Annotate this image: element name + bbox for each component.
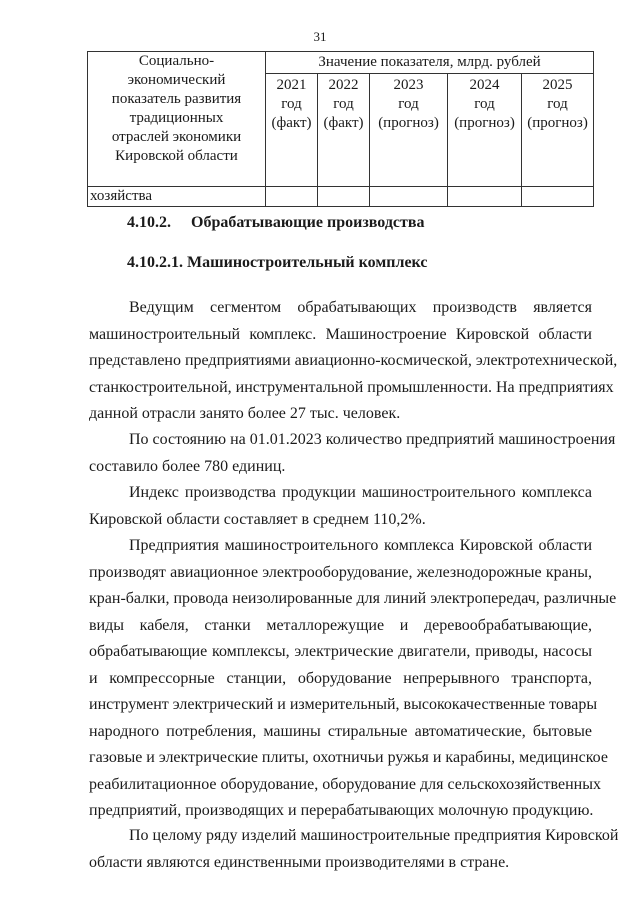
year-word: год	[333, 96, 354, 112]
text-line: производят авиационное электрооборудование, железнодорожные краны,	[89, 563, 592, 581]
section-heading	[127, 214, 425, 232]
text-line: Кировской области составляет в среднем 110,2%.	[89, 510, 426, 528]
year-label: 2023	[393, 77, 424, 93]
year-label: 2025	[542, 77, 573, 93]
page-number: 31	[313, 29, 327, 44]
text-line: реабилитационное оборудование, оборудование для сельскохозяйственных	[89, 775, 601, 793]
row-header-line: Социально-	[138, 53, 215, 69]
continued-row-label: хозяйства	[88, 187, 266, 207]
year-note: (прогноз)	[454, 115, 515, 131]
text-line: Ведущим сегментом обрабатывающих производств является	[129, 299, 592, 316]
text-line: представлено предприятиями авиационно-космической, электротехнической,	[89, 352, 618, 369]
year-note: (факт)	[323, 115, 364, 131]
text-line: виды кабеля, станки металлорежущие и деревообрабатывающие,	[89, 616, 592, 634]
row-header-line: Кировской области	[115, 148, 238, 164]
text-line: машиностроительный комплекс. Машиностроение Кировской области	[89, 325, 592, 343]
text-line: газовые и электрические плиты, охотничьи ружья и карабины, медицинское	[89, 749, 608, 766]
row-header-line: экономический	[127, 72, 226, 88]
year-note: (прогноз)	[527, 115, 588, 131]
row-header-line: отраслей экономики	[111, 129, 242, 145]
year-word: год	[474, 96, 495, 112]
paragraph-3	[89, 480, 592, 533]
paragraph-1	[89, 295, 618, 428]
year-header-2022	[318, 74, 370, 187]
table-cell	[318, 187, 370, 207]
text-line: По состоянию на 01.01.2023 количество предприятий машиностроения	[129, 431, 616, 448]
year-word: год	[547, 96, 568, 112]
text-line: обрабатывающие комплексы, электрические двигатели, приводы, насосы	[89, 643, 592, 660]
year-header-2021	[266, 74, 318, 187]
year-header-2024	[448, 74, 522, 187]
text-line: кран-балки, провода неизолированные для линий электропередач, различные	[89, 590, 617, 607]
row-header-line: традиционных	[129, 110, 224, 126]
table-cell	[448, 187, 522, 207]
text-line: данной отрасли занято более 27 тыс. человек.	[89, 405, 401, 422]
year-label: 2022	[328, 77, 359, 93]
table-row	[88, 187, 594, 207]
text-line: По целому ряду изделий машиностроительные предприятия Кировской	[129, 827, 619, 844]
section-title: Обрабатывающие производства	[191, 214, 425, 231]
year-word: год	[398, 96, 419, 112]
row-header-cell	[88, 52, 266, 187]
paragraph-5	[89, 823, 619, 876]
year-word: год	[281, 96, 302, 112]
text-line: составило более 780 единиц.	[89, 457, 286, 475]
year-header-2023	[370, 74, 448, 187]
paragraph-2	[89, 427, 616, 480]
indicators-table	[87, 51, 594, 207]
row-header-line: показатель развития	[111, 91, 242, 107]
value-group-header: Значение показателя, млрд. рублей	[266, 52, 594, 74]
paragraph-4	[89, 533, 617, 825]
table-cell	[266, 187, 318, 207]
table-cell	[370, 187, 448, 207]
section-number: 4.10.2.	[127, 214, 171, 231]
year-label: 2021	[276, 77, 307, 93]
year-header-2025	[522, 74, 594, 187]
text-line: области являются единственными производителями в стране.	[89, 853, 510, 871]
subsection-heading: 4.10.2.1. Машиностроительный комплекс	[127, 254, 428, 271]
text-line: и компрессорные станции, оборудование непрерывного транспорта,	[89, 669, 592, 687]
text-line: Предприятия машиностроительного комплекса Кировской области	[129, 537, 592, 554]
text-line: инструмент электрический и измерительный, высококачественные товары	[89, 696, 598, 713]
year-note: (прогноз)	[378, 115, 439, 131]
text-line: народного потребления, машины стиральные автоматические, бытовые	[89, 722, 592, 740]
text-line: предприятий, производящих и перерабатывающих молочную продукцию.	[89, 802, 594, 819]
year-note: (факт)	[271, 115, 312, 131]
year-label: 2024	[469, 77, 500, 93]
text-line: станкостроительной, инструментальной промышленности. На предприятиях	[89, 378, 614, 396]
text-line: Индекс производства продукции машиностроительного комплекса	[129, 484, 592, 501]
table-cell	[522, 187, 594, 207]
